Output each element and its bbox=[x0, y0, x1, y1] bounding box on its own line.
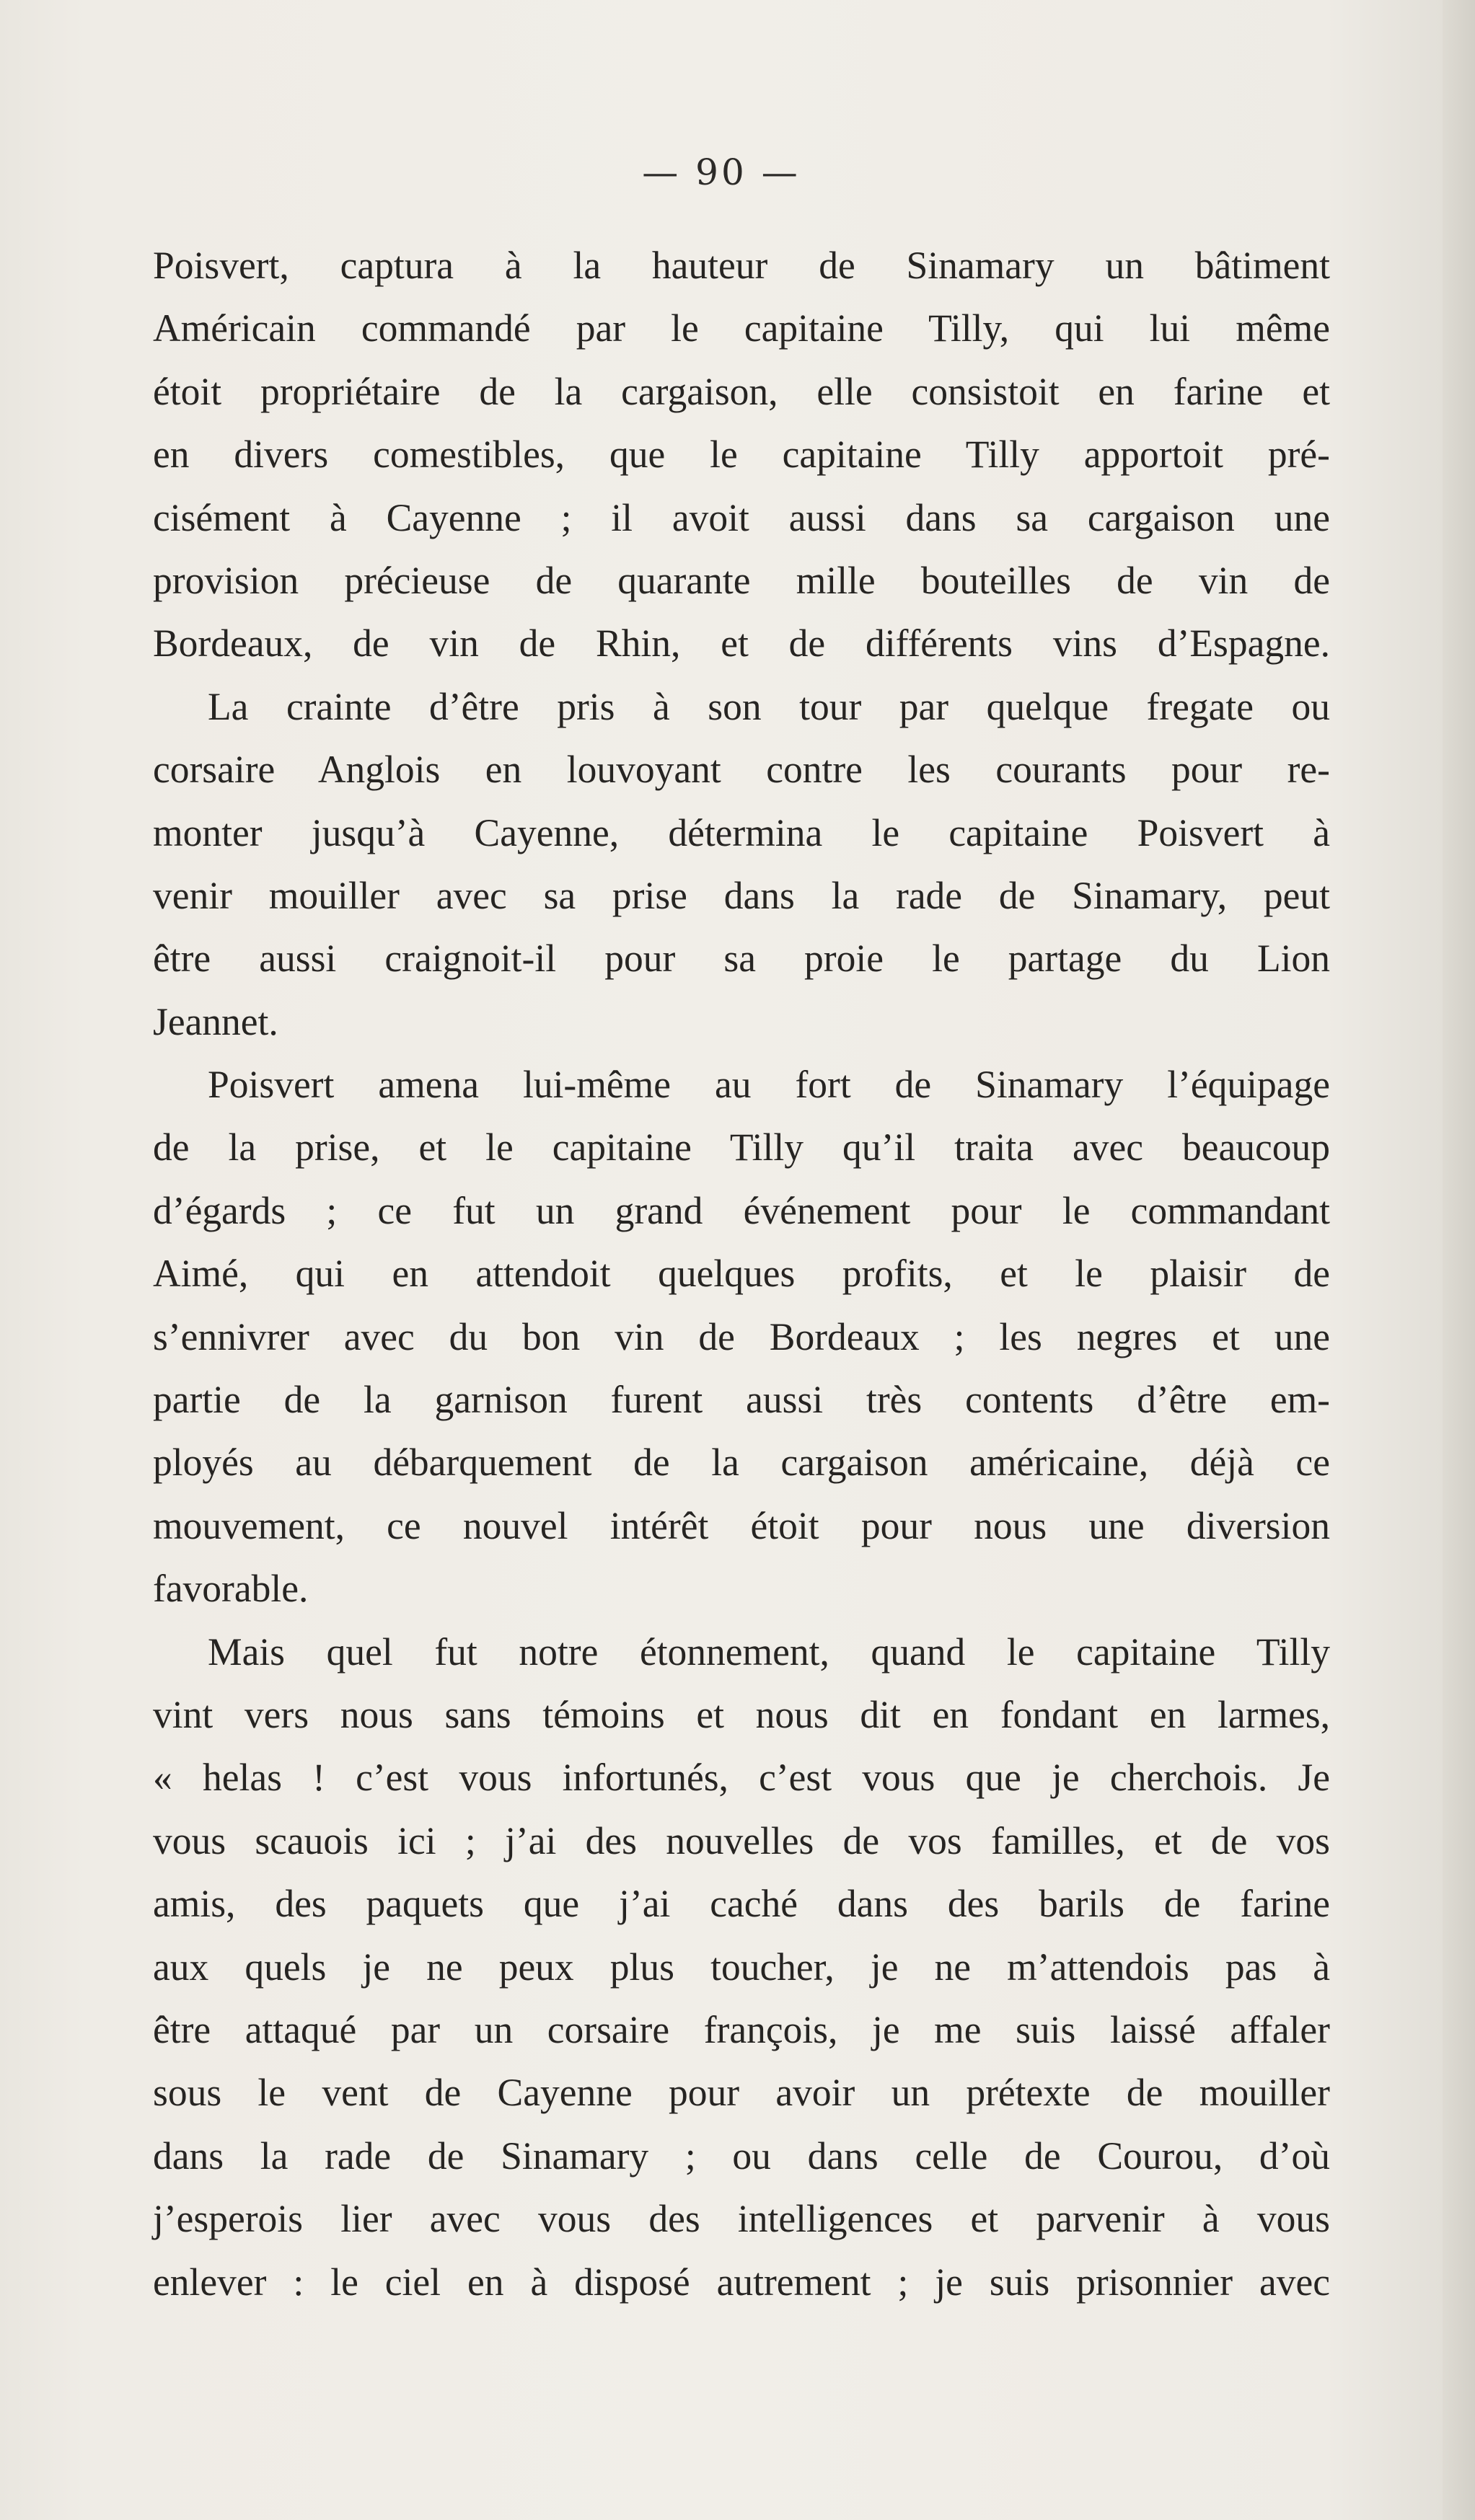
text-line: Mais quel fut notre étonnement, quand le capitaine Tilly bbox=[208, 1630, 1330, 1674]
text-line: cisément à Cayenne ; il avoit aussi dans sa cargaison une bbox=[153, 495, 1330, 539]
text-line: enlever : le ciel en à disposé autrement ; je suis prisonnier avec bbox=[153, 2260, 1330, 2304]
paragraph-4 bbox=[153, 1621, 1330, 2314]
text-line: mouvement, ce nouvel intérêt étoit pour nous une diversion bbox=[153, 1503, 1330, 1547]
text-line: vous scauois ici ; j’ai des nouvelles de vos familles, et de vos bbox=[153, 1818, 1330, 1862]
text-line: corsaire Anglois en louvoyant contre les courants pour re- bbox=[153, 748, 1330, 792]
paragraph-2 bbox=[153, 676, 1330, 1053]
text-line: s’ennivrer avec du bon vin de Bordeaux ; les negres et une bbox=[153, 1314, 1330, 1358]
text-line: aux quels je ne peux plus toucher, je ne m’attendois pas à bbox=[153, 1945, 1330, 1989]
text-line: sous le vent de Cayenne pour avoir un prétexte de mouiller bbox=[153, 2071, 1330, 2115]
text-line: monter jusqu’à Cayenne, détermina le capitaine Poisvert à bbox=[153, 810, 1330, 854]
text-line: en divers comestibles, que le capitaine Tilly apportoit pré- bbox=[153, 433, 1330, 477]
paragraph-3 bbox=[153, 1053, 1330, 1621]
text-line: d’égards ; ce fut un grand événement pour le commandant bbox=[153, 1188, 1330, 1232]
text-line: Bordeaux, de vin de Rhin, et de différents vins d’Espagne. bbox=[153, 622, 1330, 666]
text-line: être aussi craignoit-il pour sa proie le partage du Lion bbox=[153, 937, 1330, 981]
text-line: Américain commandé par le capitaine Tilly, qui lui même bbox=[153, 306, 1330, 350]
text-line: j’esperois lier avec vous des intelligences et parvenir à vous bbox=[153, 2197, 1330, 2241]
text-line: Jeannet. bbox=[153, 999, 278, 1043]
page-edge bbox=[1443, 0, 1475, 2520]
text-line: étoit propriétaire de la cargaison, elle consistoit en farine et bbox=[153, 369, 1330, 413]
page-body-text bbox=[153, 234, 1330, 2314]
text-line: provision précieuse de quarante mille bouteilles de vin de bbox=[153, 558, 1330, 602]
text-line: partie de la garnison furent aussi très contents d’être em- bbox=[153, 1378, 1330, 1422]
text-line: Poisvert amena lui-même au fort de Sinamary l’équipage bbox=[208, 1063, 1330, 1107]
text-line: Aimé, qui en attendoit quelques profits, et le plaisir de bbox=[153, 1252, 1330, 1296]
text-line: amis, des paquets que j’ai caché dans des barils de farine bbox=[153, 1882, 1330, 1926]
text-line: venir mouiller avec sa prise dans la rade de Sinamary, peut bbox=[153, 873, 1330, 917]
text-line: La crainte d’être pris à son tour par quelque fregate ou bbox=[208, 684, 1330, 728]
text-line: de la prise, et le capitaine Tilly qu’il traita avec beaucoup bbox=[153, 1126, 1330, 1170]
text-line: Poisvert, captura à la hauteur de Sinamary un bâtiment bbox=[153, 244, 1330, 287]
text-line: ployés au débarquement de la cargaison américaine, déjà ce bbox=[153, 1441, 1330, 1485]
text-line: favorable. bbox=[153, 1567, 309, 1611]
text-line: dans la rade de Sinamary ; ou dans celle de Courou, d’où bbox=[153, 2134, 1330, 2178]
text-line: « helas ! c’est vous infortunés, c’est vous que je cherchois. Je bbox=[153, 1756, 1330, 1800]
text-line: être attaqué par un corsaire françois, je me suis laissé affaler bbox=[153, 2007, 1330, 2051]
page-number: — 90 — bbox=[642, 151, 801, 193]
text-line: vint vers nous sans témoins et nous dit en fondant en larmes, bbox=[153, 1692, 1330, 1736]
paragraph-1 bbox=[153, 234, 1330, 676]
